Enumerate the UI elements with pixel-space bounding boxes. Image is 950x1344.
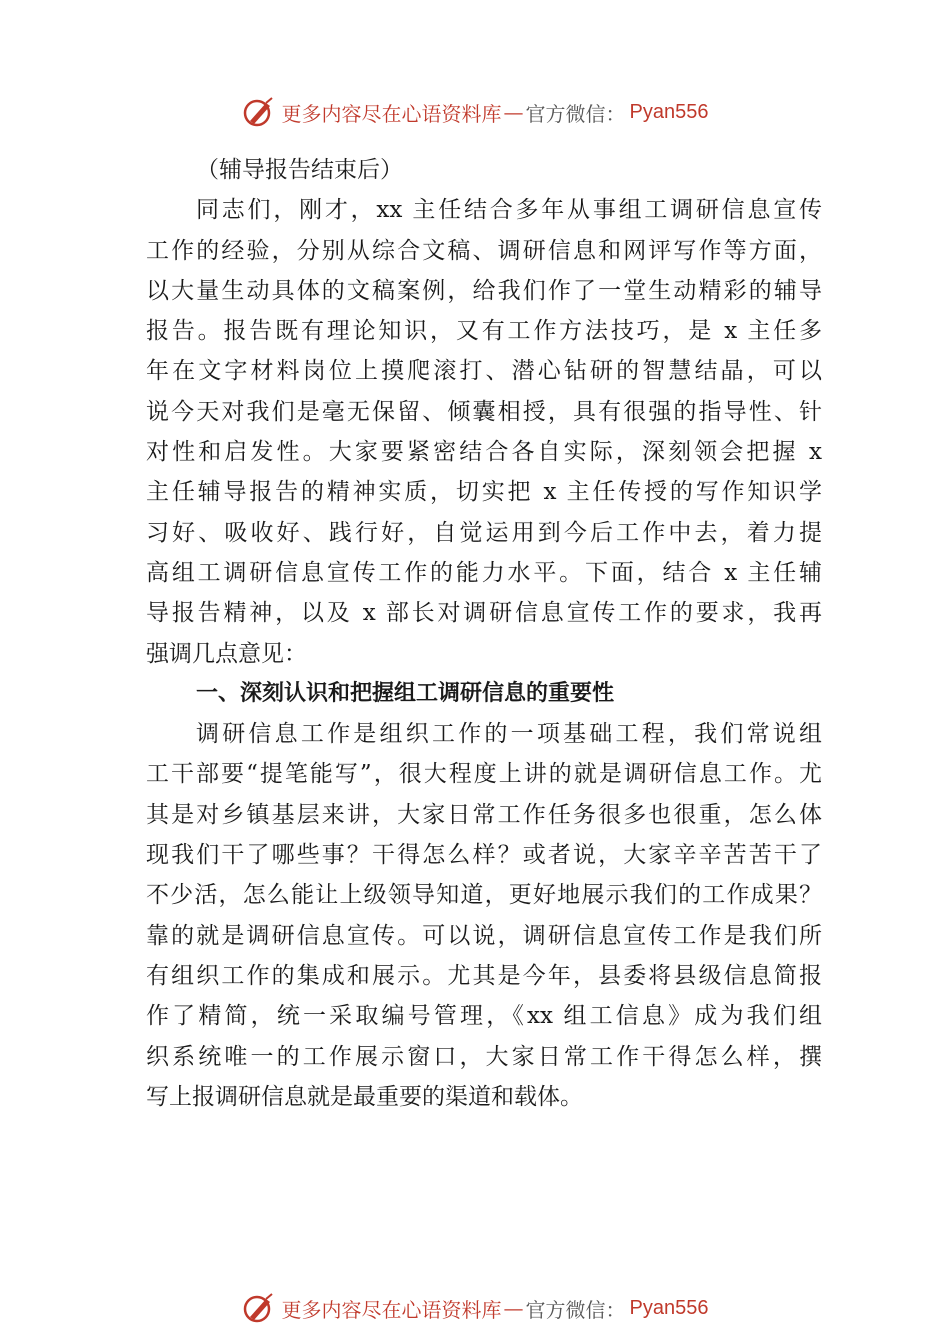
pen-logo-icon	[242, 95, 276, 129]
doc-line: 习好、吸收好、践行好，自觉运用到今后工作中去，着力提	[146, 519, 822, 546]
doc-line: 作了精简，统一采取编号管理，《xx 组工信息》成为我们组	[146, 1003, 822, 1030]
doc-line: 高组工调研信息宣传工作的能力水平。下面，结合 x 主任辅	[146, 559, 822, 586]
watermark-wechat-id: Pyan556	[629, 1296, 709, 1319]
doc-line: 调研信息工作是组织工作的一项基础工程，我们常说组	[196, 721, 822, 748]
watermark-site-text: 更多内容尽在心语资料库	[281, 101, 502, 126]
document-body	[146, 150, 822, 1117]
watermark-wechat-label: 官方微信：	[525, 101, 626, 126]
doc-line: 同志们，刚才，xx 主任结合多年从事组工调研信息宣传	[196, 197, 822, 224]
doc-line: 导报告精神，以及 x 部长对调研信息宣传工作的要求，我再	[146, 600, 822, 627]
watermark-separator: —	[503, 100, 524, 124]
watermark-wechat-label: 官方微信：	[525, 1297, 626, 1322]
watermark-header	[0, 92, 950, 132]
doc-line: 报告。报告既有理论知识，又有工作方法技巧，是 x 主任多	[146, 318, 822, 345]
watermark-footer	[0, 1288, 950, 1328]
doc-line: 主任辅导报告的精神实质，切实把 x 主任传授的写作知识学	[146, 479, 822, 506]
doc-line: 工干部要“提笔能写”，很大程度上讲的就是调研信息工作。尤	[146, 761, 822, 788]
doc-line: 对性和启发性。大家要紧密结合各自实际，深刻领会把握 x	[146, 439, 822, 466]
section-heading: 一、深刻认识和把握组工调研信息的重要性	[196, 680, 615, 706]
doc-line: 靠的就是调研信息宣传。可以说，调研信息宣传工作是我们所	[146, 922, 822, 949]
doc-line: 不少活，怎么能让上级领导知道，更好地展示我们的工作成果？	[146, 882, 822, 909]
pen-logo-icon	[242, 1291, 276, 1325]
doc-line-stage-note: （辅导报告结束后）	[196, 157, 403, 183]
watermark-wechat-id: Pyan556	[629, 100, 709, 123]
doc-line: 强调几点意见：	[146, 640, 307, 667]
doc-line: 工作的经验，分别从综合文稿、调研信息和网评写作等方面，	[146, 237, 822, 264]
doc-line: 现我们干了哪些事？干得怎么样？或者说，大家辛辛苦苦干了	[146, 842, 822, 869]
watermark-site-text: 更多内容尽在心语资料库	[281, 1297, 502, 1322]
doc-line: 以大量生动具体的文稿案例，给我们作了一堂生动精彩的辅导	[146, 277, 822, 304]
doc-line: 说今天对我们是毫无保留、倾囊相授，具有很强的指导性、针	[146, 398, 822, 425]
watermark-separator: —	[503, 1296, 524, 1320]
doc-line: 其是对乡镇基层来讲，大家日常工作任务很多也很重，怎么体	[146, 801, 822, 828]
doc-line: 年在文字材料岗位上摸爬滚打、潜心钻研的智慧结晶，可以	[146, 358, 822, 385]
doc-line: 写上报调研信息就是最重要的渠道和载体。	[146, 1083, 583, 1110]
doc-line: 织系统唯一的工作展示窗口，大家日常工作干得怎么样，撰	[146, 1043, 822, 1070]
doc-line: 有组织工作的集成和展示。尤其是今年，县委将县级信息简报	[146, 962, 822, 989]
